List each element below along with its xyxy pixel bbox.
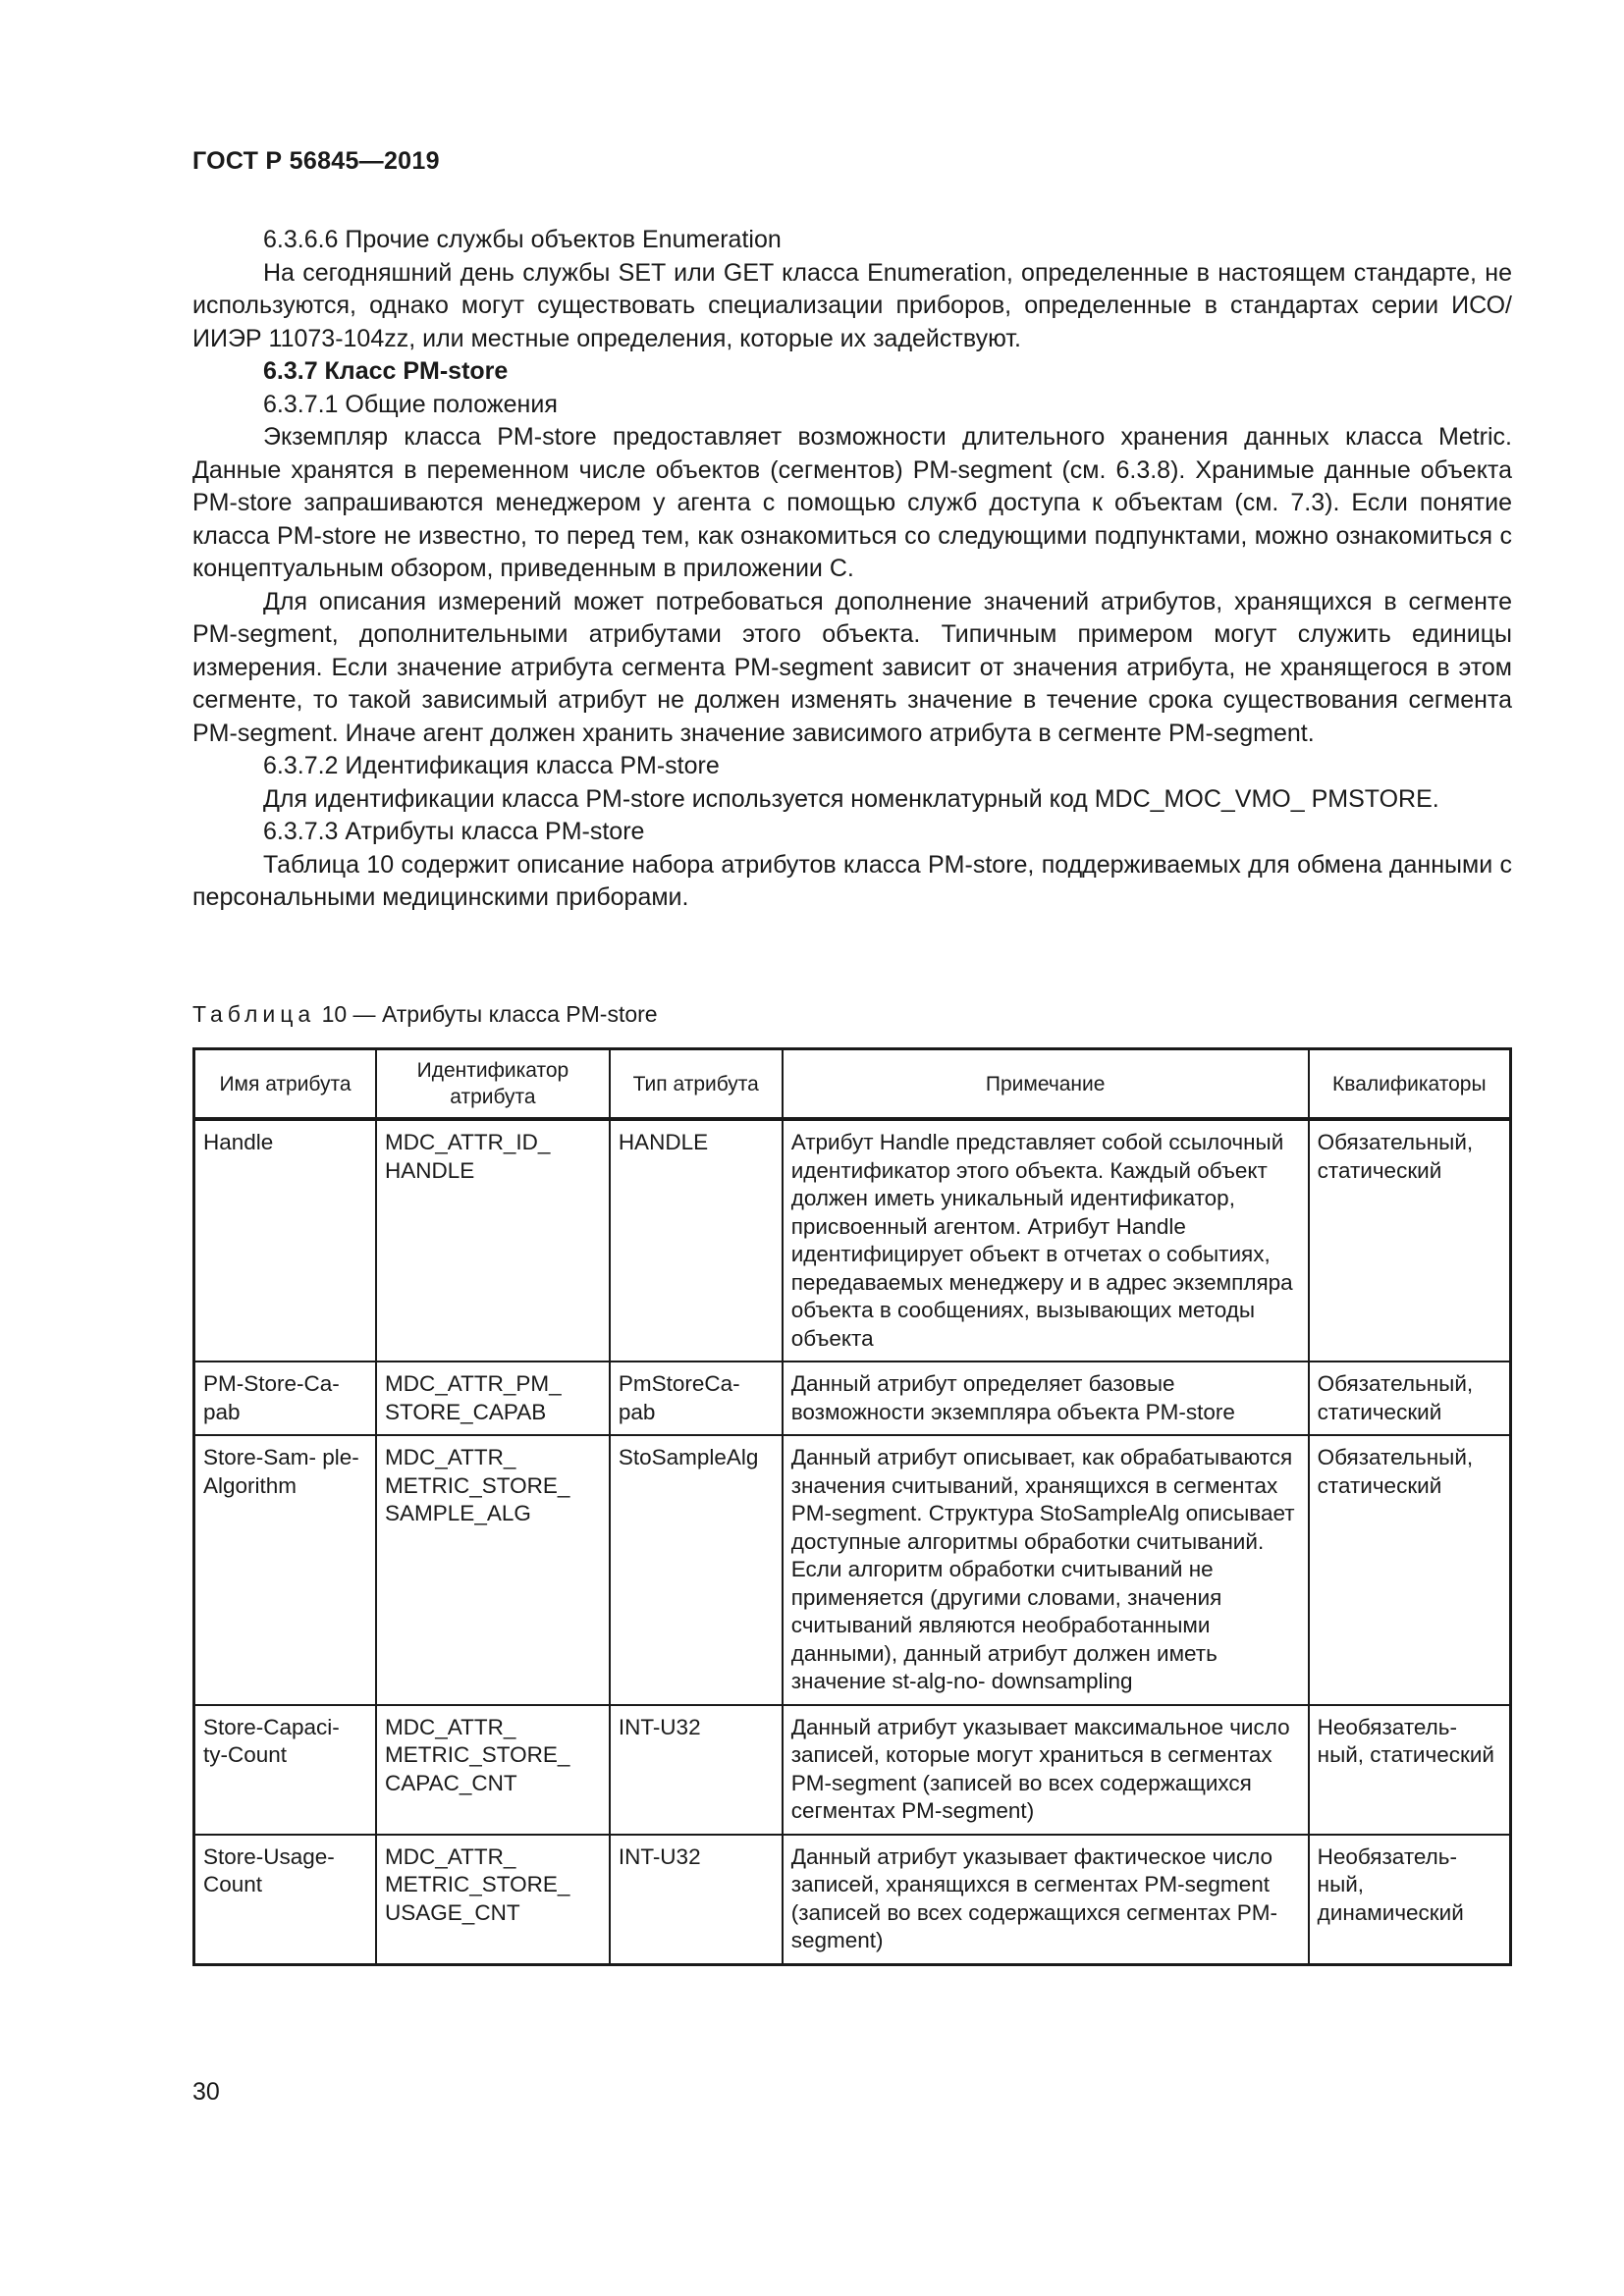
cell-attribute-name: Handle: [194, 1119, 377, 1362]
column-header-note: Примечание: [783, 1049, 1309, 1120]
cell-qualifiers: Обязательный, статический: [1309, 1119, 1511, 1362]
cell-attribute-id: MDC_ATTR_PM_ STORE_CAPAB: [376, 1362, 610, 1435]
cell-attribute-type: INT-U32: [610, 1835, 783, 1965]
cell-note: Атрибут Handle представляет собой ссылочный идентификатор этого объекта. Каждый объект должен иметь уникальный идентификатор, присвоенный агентом. Атрибут Handle идентифицирует объект в отчетах о событиях, передаваемых менеджеру и в адрес экземпляра объекта в сообщениях, вызывающих методы объекта: [783, 1119, 1309, 1362]
cell-attribute-type: HANDLE: [610, 1119, 783, 1362]
table-caption-text: 10 — Атрибуты класса PM-store: [315, 1001, 658, 1027]
column-header-name: Имя атрибута: [194, 1049, 377, 1120]
document-header: ГОСТ Р 56845—2019: [192, 147, 440, 175]
column-header-qualifiers: Квалификаторы: [1309, 1049, 1511, 1120]
attributes-table: [192, 1047, 1512, 1966]
section-heading-6-3-7: 6.3.7 Класс PM-store: [263, 357, 509, 385]
table-row: [194, 1835, 1511, 1965]
subsection-heading-6-3-7-1: 6.3.7.1 Общие положения: [263, 390, 558, 418]
subsection-heading-6-3-7-3: 6.3.7.3 Атрибуты класса PM-store: [263, 818, 645, 845]
table-row: [194, 1119, 1511, 1362]
table-caption-prefix: Таблица: [192, 1001, 316, 1027]
cell-qualifiers: Обязательный, статический: [1309, 1435, 1511, 1705]
paragraph-6-3-6-6-heading: 6.3.6.6 Прочие службы объектов Enumeration: [263, 226, 782, 253]
cell-attribute-id: MDC_ATTR_ METRIC_STORE_ CAPAC_CNT: [376, 1705, 610, 1835]
table-row: [194, 1362, 1511, 1435]
cell-note: Данный атрибут указывает фактическое число записей, хранящихся в сегментах PM-segment (записей во всех содержащихся сегментах PM-segment): [783, 1835, 1309, 1965]
cell-qualifiers: Необязатель- ный, статический: [1309, 1705, 1511, 1835]
paragraph: Таблица 10 содержит описание набора атрибутов класса PM-store, поддерживаемых для обмена данными с персональными медицинскими приборами.: [192, 850, 1512, 911]
cell-attribute-type: StoSampleAlg: [610, 1435, 783, 1705]
cell-attribute-name: Store-Sam- ple-Algorithm: [194, 1435, 377, 1705]
cell-attribute-name: Store-Usage- Count: [194, 1835, 377, 1965]
table-row: [194, 1705, 1511, 1835]
column-header-type: Тип атрибута: [610, 1049, 783, 1120]
cell-attribute-id: MDC_ATTR_ METRIC_STORE_ USAGE_CNT: [376, 1835, 610, 1965]
table-caption: [192, 1001, 658, 1028]
cell-note: Данный атрибут определяет базовые возможности экземпляра объекта PM-store: [783, 1362, 1309, 1435]
paragraph: Экземпляр класса PM-store предоставляет возможности длительного хранения данных класса Metric. Данные хранятся в переменном числе объектов (сегментов) PM-segment (см. 6.3.8). Хранимые данные объекта PM-store запрашиваются менеджером у агента с помощью служб доступа к объектам (см. 7.3). Если понятие класса PM-store не известно, то перед тем, как ознакомиться со следующими подпунктами, можно ознакомиться с концептуальным обзором, приведенным в приложении С.: [192, 423, 1512, 582]
body-text: [192, 224, 1512, 915]
cell-attribute-id: MDC_ATTR_ID_ HANDLE: [376, 1119, 610, 1362]
table-row: [194, 1435, 1511, 1705]
paragraph: Для описания измерений может потребоваться дополнение значений атрибутов, хранящихся в сегменте PM-segment, дополнительными атрибутами этого объекта. Типичным примером могут служить единицы измерения. Если значение атрибута сегмента PM-segment зависит от значения атрибута, не хранящегося в этом сегменте, то такой зависимый атрибут не должен изменять значение в течение срока существования сегмента PM-segment. Иначе агент должен хранить значение зависимого атрибута в сегменте PM-segment.: [192, 587, 1512, 747]
cell-note: Данный атрибут описывает, как обрабатываются значения считываний, хранящихся в сегментах PM-segment. Структура StoSampleAlg описывает доступные алгоритмы обработки считываний. Если алгоритм обработки считываний не применяется (другими словами, значения считываний являются необработанными данными), данный атрибут должен иметь значение st-alg-no- downsampling: [783, 1435, 1309, 1705]
table-header-row: [194, 1049, 1511, 1120]
paragraph: Для идентификации класса PM-store используется номенклатурный код MDC_MOC_VMO_ PMSTORE.: [263, 784, 1439, 813]
cell-attribute-type: PmStoreCa- pab: [610, 1362, 783, 1435]
cell-attribute-name: Store-Capaci- ty-Count: [194, 1705, 377, 1835]
column-header-id: Идентификатор атрибута: [376, 1049, 610, 1120]
paragraph: На сегодняшний день службы SET или GET класса Enumeration, определенные в настоящем стандарте, не используются, однако могут существовать специализации приборов, определенные в стандартах серии ИСО/ИИЭР 11073-104zz, или местные определения, которые их задействуют.: [192, 258, 1512, 352]
page-number: 30: [192, 2078, 220, 2106]
cell-attribute-name: PM-Store-Ca- pab: [194, 1362, 377, 1435]
cell-note: Данный атрибут указывает максимальное число записей, которые могут храниться в сегментах PM-segment (записей во всех содержащихся сегментах PM-segment): [783, 1705, 1309, 1835]
cell-attribute-id: MDC_ATTR_ METRIC_STORE_ SAMPLE_ALG: [376, 1435, 610, 1705]
subsection-heading-6-3-7-2: 6.3.7.2 Идентификация класса PM-store: [263, 752, 720, 779]
cell-qualifiers: Обязательный, статический: [1309, 1362, 1511, 1435]
cell-qualifiers: Необязатель- ный, динамический: [1309, 1835, 1511, 1965]
cell-attribute-type: INT-U32: [610, 1705, 783, 1835]
